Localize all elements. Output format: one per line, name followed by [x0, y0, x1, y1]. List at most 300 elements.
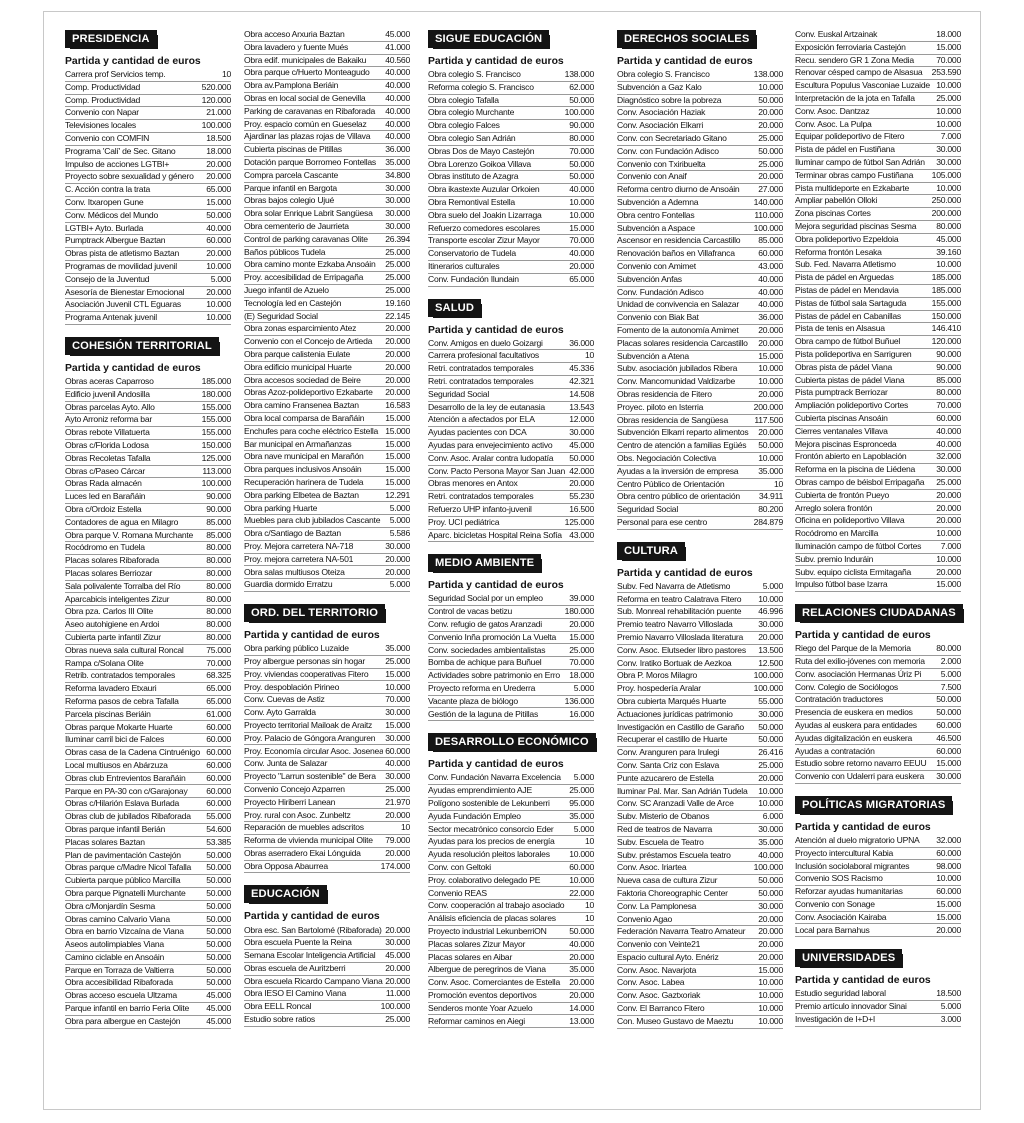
item-label: Subv. asociación jubilados Ribera	[617, 363, 738, 374]
section-title: PRESIDENCIA	[67, 32, 155, 46]
item-label: Obra pza. Carlos III Olite	[65, 606, 154, 617]
item-label: Iluminar Pal. Mar. San Adrián Tudela	[617, 785, 748, 796]
item-label: Investigación en Castillo de Garaño	[617, 721, 744, 732]
item-amount: 25.000	[758, 133, 783, 144]
item-amount: 80.000	[206, 580, 231, 591]
budget-row	[617, 248, 783, 261]
item-amount: 43.000	[758, 261, 783, 272]
item-label: Convenio con Udalerri para euskera	[795, 771, 925, 782]
item-amount: 15.000	[385, 451, 410, 462]
budget-row	[617, 82, 783, 95]
item-amount: 45.000	[385, 950, 410, 961]
item-label: Proy. hospedería Aralar	[617, 683, 701, 694]
item-label: Conv. Asoc. Gaztxoriak	[617, 990, 701, 1001]
item-label: Obra c/Santiago de Baztan	[244, 528, 341, 539]
budget-row	[65, 133, 231, 146]
item-amount: 20.000	[385, 809, 410, 820]
item-label: Convenio con Amimet	[617, 261, 696, 272]
budget-row	[617, 939, 783, 952]
item-label: Punte azucarero de Estella	[617, 772, 714, 783]
item-amount: 90.000	[206, 504, 231, 514]
budget-row	[617, 977, 783, 990]
item-amount: 30.000	[385, 182, 410, 193]
budget-row	[428, 696, 594, 709]
item-label: Retri. contratados temporales	[428, 491, 534, 502]
budget-row	[795, 541, 961, 554]
item-label: Proyecto territorial Mailoak de Araitz	[244, 719, 373, 730]
budget-row	[65, 721, 231, 734]
item-label: Obra polideportivo Ezpeldoia	[795, 233, 899, 244]
item-amount: 15.000	[385, 719, 410, 730]
item-amount: 25.000	[936, 476, 961, 487]
item-amount: 30.000	[936, 144, 961, 155]
item-label: Subvención Elkarri reparto alimentos	[617, 427, 749, 438]
item-label: Placas solares residencia Carcastillo	[617, 337, 748, 348]
budget-row	[428, 606, 594, 619]
item-amount: 60.000	[936, 413, 961, 423]
item-label: Convenio con Napar	[65, 107, 139, 118]
item-amount: 50.000	[206, 913, 231, 924]
item-amount: 5.000	[210, 273, 231, 284]
budget-row	[617, 875, 783, 888]
budget-row	[65, 901, 231, 914]
budget-row	[795, 771, 961, 784]
budget-row	[65, 593, 231, 606]
budget-row	[65, 107, 231, 120]
item-label: Obra colegio Tafalla	[428, 94, 499, 105]
item-amount: 90.000	[569, 120, 594, 131]
budget-row	[617, 670, 783, 683]
item-label: Obra parques inclusivos Ansoáin	[244, 464, 362, 475]
budget-row	[795, 873, 961, 886]
budget-row	[795, 643, 961, 656]
column-2	[244, 29, 410, 1038]
item-amount: 10	[584, 836, 594, 847]
budget-row	[65, 811, 231, 824]
item-amount: 40.000	[385, 80, 410, 91]
item-amount: 30.000	[569, 427, 594, 438]
item-amount: 20.000	[758, 939, 783, 950]
budget-row	[795, 745, 961, 758]
item-amount: 10	[584, 913, 594, 924]
item-amount: 7.000	[940, 131, 961, 142]
item-amount: 40.000	[385, 67, 410, 78]
item-label: Seguridad Social	[617, 504, 678, 515]
item-label: Cubierta piscinas Ansoáin	[795, 413, 888, 423]
item-label: Reforma centro diurno de Ansoáin	[617, 184, 740, 195]
budget-row	[617, 913, 783, 926]
budget-section	[244, 884, 410, 1026]
item-amount: 80.000	[936, 221, 961, 232]
item-label: Ayuda Fundación Empleo	[428, 810, 521, 821]
item-label: Impulso de acciones LGTBI+	[65, 158, 170, 169]
item-amount: 50.000	[206, 849, 231, 860]
budget-row	[795, 720, 961, 733]
budget-row	[65, 619, 231, 632]
item-amount: 60.000	[206, 785, 231, 796]
item-label: Investigación de I+D+I	[795, 1013, 876, 1024]
item-amount: 50.000	[206, 951, 231, 962]
budget-row	[795, 515, 961, 528]
section-subhead: Partida y cantidad de euros	[795, 821, 931, 833]
item-amount: 20.000	[385, 374, 410, 385]
item-label: Convenio con Sonage	[795, 898, 875, 909]
column-4	[617, 29, 783, 1040]
item-label: Presencia de euskera en medios	[795, 707, 913, 718]
item-amount: 6.000	[762, 811, 783, 822]
item-amount: 95.000	[569, 797, 594, 808]
item-amount: 70.000	[936, 54, 961, 65]
item-amount: 40.560	[385, 54, 410, 65]
item-label: Muebles para club jubilados Cascante	[244, 515, 381, 526]
item-amount: 5.000	[573, 823, 594, 834]
item-label: Conservatorio de Tudela	[428, 248, 516, 259]
item-label: Contadores de agua en Milagro	[65, 516, 179, 527]
budget-row	[617, 235, 783, 248]
budget-row	[617, 287, 783, 300]
budget-row	[244, 375, 410, 388]
budget-row	[65, 248, 231, 261]
item-amount: 50.000	[206, 862, 231, 873]
item-amount: 22.145	[385, 310, 410, 321]
item-amount: 15.000	[206, 197, 231, 208]
item-amount: 25.000	[758, 759, 783, 770]
item-amount: 20.000	[758, 325, 783, 336]
item-label: Obra centro público de orientación	[617, 491, 740, 502]
item-label: Convenio Inña promoción La Vuelta	[428, 631, 557, 642]
budget-row	[617, 734, 783, 747]
item-amount: 90.000	[936, 349, 961, 360]
budget-row	[617, 888, 783, 901]
budget-row	[65, 965, 231, 978]
item-label: Actuaciones jurídicas patrimonio	[617, 708, 733, 719]
item-amount: 79.000	[385, 835, 410, 846]
item-amount: 30.000	[758, 823, 783, 834]
item-label: Conv. Iratiko Bortuak de Aezkoa	[617, 657, 732, 668]
budget-row	[795, 208, 961, 221]
item-amount: 50.000	[758, 94, 783, 105]
item-amount: 45.000	[206, 990, 231, 1001]
item-amount: 50.000	[569, 94, 594, 105]
item-label: Conv. Fundación Navarra Excelencia	[428, 772, 561, 783]
item-label: Conv. Pacto Persona Mayor San Juan	[428, 465, 566, 476]
item-amount: 3.000	[940, 1013, 961, 1024]
budget-row	[65, 696, 231, 709]
budget-row	[617, 363, 783, 376]
budget-row	[244, 413, 410, 426]
item-amount: 50.000	[206, 939, 231, 950]
budget-row	[617, 837, 783, 850]
budget-row	[65, 1003, 231, 1016]
item-amount: 80.000	[206, 593, 231, 604]
item-label: Obra salas multiusos Oteiza	[244, 566, 345, 577]
item-amount: 20.000	[569, 478, 594, 489]
budget-row	[65, 683, 231, 696]
budget-row	[428, 363, 594, 376]
item-amount: 45.000	[936, 233, 961, 244]
budget-row	[617, 261, 783, 274]
budget-row	[65, 952, 231, 965]
budget-row	[244, 259, 410, 272]
budget-row	[65, 530, 231, 543]
budget-row	[244, 720, 410, 733]
budget-row	[65, 491, 231, 504]
budget-row	[617, 747, 783, 760]
item-label: Obra colegio Murchante	[428, 107, 515, 118]
item-amount: 146.410	[931, 323, 961, 334]
budget-row	[428, 338, 594, 351]
item-amount: 65.000	[206, 683, 231, 694]
item-amount: 40.000	[385, 758, 410, 769]
budget-row	[428, 466, 594, 479]
item-amount: 10.000	[569, 197, 594, 208]
budget-row	[428, 836, 594, 849]
item-amount: 30.000	[936, 771, 961, 782]
item-amount: 20.000	[206, 171, 231, 182]
budget-row	[617, 299, 783, 312]
budget-row	[65, 184, 231, 197]
item-amount: 100.000	[201, 120, 231, 131]
item-label: Exposición ferroviaria Castejón	[795, 41, 906, 52]
item-amount: 41.000	[385, 41, 410, 52]
item-label: Carrera profesional facultativos	[428, 350, 539, 361]
section-subhead: Partida y cantidad de euros	[65, 362, 201, 374]
section-subhead: Partida y cantidad de euros	[795, 630, 931, 642]
item-amount: 26.394	[385, 233, 410, 244]
budget-row	[795, 400, 961, 413]
budget-row	[65, 223, 231, 236]
budget-row	[617, 760, 783, 773]
item-amount: 80.000	[206, 555, 231, 566]
section-subhead: Partida y cantidad de euros	[244, 911, 380, 923]
item-amount: 60.000	[936, 847, 961, 858]
item-label: Convenio con Txiribuelta	[617, 158, 706, 169]
item-label: Seguridad Social	[428, 388, 489, 399]
item-label: Reforma lavadero Etxauri	[65, 683, 157, 694]
budget-row	[428, 197, 594, 210]
budget-row	[65, 606, 231, 619]
budget-row	[617, 645, 783, 658]
item-label: Obra Opposa Abaurrea	[244, 860, 328, 871]
item-amount: 20.000	[569, 951, 594, 962]
budget-row	[617, 504, 783, 517]
item-amount: 20.000	[569, 977, 594, 988]
budget-row	[617, 824, 783, 837]
item-label: Inclusión sociolaboral migrantes	[795, 860, 910, 871]
item-label: Obras Azoz-polideportivo Ezkabarte	[244, 387, 373, 398]
section-subhead: Partida y cantidad de euros	[65, 56, 201, 67]
budget-row	[428, 376, 594, 389]
budget-row	[428, 632, 594, 645]
budget-row	[795, 848, 961, 861]
item-label: Reforma pasos de cebra Tafalla	[65, 695, 179, 706]
item-label: Ascensor en residencia Carcastillo	[617, 235, 741, 246]
item-amount: 30.000	[385, 221, 410, 232]
budget-row	[244, 797, 410, 810]
item-amount: 20.000	[385, 349, 410, 360]
budget-row	[65, 414, 231, 427]
item-label: Ayudas pacientes con DCA	[428, 427, 527, 438]
item-label: Obras instituto de Azagra	[428, 171, 519, 182]
budget-row	[65, 427, 231, 440]
item-amount: 70.000	[569, 145, 594, 156]
item-label: Conv. asociación Hermanas Úriz Pi	[795, 668, 922, 679]
item-amount: 20.000	[385, 361, 410, 372]
section-subhead: Partida y cantidad de euros	[617, 56, 753, 67]
item-amount: 36.000	[758, 312, 783, 323]
item-amount: 65.000	[569, 273, 594, 284]
item-label: Ayto Arroniz reforma bar	[65, 414, 152, 425]
item-amount: 200.000	[931, 208, 961, 219]
item-label: Conv. con Secretariado Gitano	[617, 133, 727, 144]
budget-row	[244, 234, 410, 247]
item-label: Conv. Médicos del Mundo	[65, 209, 158, 220]
item-amount: 20.000	[569, 989, 594, 1000]
budget-row	[428, 811, 594, 824]
item-label: Conv. Aranguren para Irulegi	[617, 747, 720, 758]
item-label: Con. Museo Gustavo de Maeztu	[617, 1015, 734, 1026]
item-label: Obras acceso escuela Ultzama	[65, 990, 177, 1001]
budget-row	[428, 517, 594, 530]
item-label: Subvención a Gaz Kalo	[617, 81, 702, 92]
item-amount: 35.000	[385, 157, 410, 168]
item-amount: 40.000	[569, 248, 594, 259]
item-label: Premio teatro Navarro Villoslada	[617, 619, 733, 630]
budget-row	[428, 849, 594, 862]
item-amount: 18.000	[569, 670, 594, 681]
item-amount: 60.000	[758, 248, 783, 259]
item-label: Proyecto Hiriberri Lanean	[244, 796, 336, 807]
item-amount: 55.000	[758, 695, 783, 706]
item-label: Obra Remontival Estella	[428, 197, 515, 208]
section-title: CULTURA	[619, 544, 683, 558]
item-label: Rampa c/Solana Olite	[65, 657, 144, 668]
budget-row	[244, 694, 410, 707]
item-label: Control de vacas betizu	[428, 606, 513, 617]
item-label: Refuerzo UHP infanto-juvenil	[428, 504, 532, 514]
budget-row	[617, 721, 783, 734]
budget-row	[65, 69, 231, 82]
item-label: Ampliación polideportivo Cortes	[795, 400, 909, 411]
item-label: Proy. rural con Asoc. Zunbeltz	[244, 809, 351, 820]
item-amount: 120.000	[201, 94, 231, 105]
item-label: Conv. Fundación Ilundain	[428, 273, 519, 284]
budget-row	[244, 1014, 410, 1027]
item-amount: 39.160	[936, 246, 961, 257]
item-label: (E) Seguridad Social	[244, 310, 318, 321]
item-amount: 20.000	[758, 337, 783, 348]
item-amount: 100.000	[201, 478, 231, 489]
item-label: Reforma de vivienda municipal Olite	[244, 835, 373, 846]
item-label: Pista de pádel en Arguedas	[795, 272, 894, 283]
section-title: POLÍTICAS MIGRATORIAS	[797, 798, 950, 812]
item-label: Retrib. contratados temporales	[65, 670, 176, 681]
budget-row	[65, 581, 231, 594]
budget-row	[428, 670, 594, 683]
budget-section	[617, 541, 783, 1029]
budget-row	[244, 362, 410, 375]
budget-row	[428, 951, 594, 964]
item-label: Proyec. piloto en Isterria	[617, 401, 704, 412]
budget-row	[244, 745, 410, 758]
item-amount: 36.000	[385, 144, 410, 155]
section-title: SIGUE EDUCACIÓN	[430, 32, 547, 46]
item-amount: 20.000	[758, 120, 783, 131]
item-amount: 25.000	[385, 1014, 410, 1025]
item-amount: 30.000	[385, 707, 410, 718]
item-amount: 10.000	[206, 299, 231, 310]
item-amount: 20.000	[758, 427, 783, 438]
item-amount: 13.500	[758, 644, 783, 655]
item-label: Cubierta piscinas de Pitillas	[244, 144, 342, 155]
budget-row	[795, 234, 961, 247]
budget-row	[244, 681, 410, 694]
item-amount: 15.000	[758, 350, 783, 361]
item-amount: 13.000	[569, 1015, 594, 1026]
item-label: Comp. Productividad	[65, 81, 141, 92]
section-title: DESARROLLO ECONÓMICO	[430, 735, 594, 749]
budget-row	[244, 298, 410, 311]
budget-row	[244, 835, 410, 848]
item-label: Obra parque Pignatelli Murchante	[65, 887, 186, 898]
item-amount: 50.000	[569, 171, 594, 182]
item-label: Obra EELL Roncal	[244, 1001, 312, 1012]
item-amount: 15.000	[385, 476, 410, 487]
item-label: Unidad de convivencia en Salazar	[617, 299, 739, 310]
item-label: Proy. accesibilidad de Erripagaña	[244, 272, 364, 283]
item-label: Cubierta parque público Marcilla	[65, 875, 181, 886]
item-amount: 20.000	[758, 926, 783, 937]
budget-row	[617, 1016, 783, 1029]
item-amount: 50.000	[758, 440, 783, 451]
item-amount: 10	[400, 822, 410, 833]
item-label: Conv. con Geltoki	[428, 861, 491, 872]
budget-row	[65, 235, 231, 248]
item-amount: 20.000	[385, 553, 410, 564]
item-amount: 15.000	[385, 464, 410, 475]
item-amount: 40.000	[758, 849, 783, 860]
item-amount: 185.000	[931, 272, 961, 283]
item-label: Subvención a Ademna	[617, 197, 699, 208]
item-label: Conv. La Pamplonesa	[617, 900, 697, 911]
item-amount: 100.000	[380, 1001, 410, 1012]
budget-row	[428, 708, 594, 721]
item-amount: 60.000	[206, 747, 231, 758]
item-amount: 19.160	[385, 297, 410, 308]
item-amount: 25.000	[569, 785, 594, 796]
item-amount: 5.000	[573, 682, 594, 693]
item-amount: 174.000	[380, 860, 410, 871]
item-label: Escultura Populus Vasconiae Luzaide	[795, 80, 930, 91]
budget-row	[617, 606, 783, 619]
item-amount: 20.000	[758, 107, 783, 118]
budget-row	[65, 120, 231, 133]
item-label: Conv. Asoc. Labea	[617, 977, 685, 988]
budget-row	[244, 464, 410, 477]
item-label: Programa Antenak juvenil	[65, 312, 157, 323]
item-amount: 5.000	[389, 502, 410, 513]
item-amount: 20.000	[385, 847, 410, 858]
budget-row	[428, 900, 594, 913]
budget-row	[65, 888, 231, 901]
item-label: Obra zonas esparcimiento Atez	[244, 323, 357, 334]
item-label: Atención al duelo migratorio UPNA	[795, 834, 920, 845]
item-amount: 15.000	[936, 41, 961, 52]
item-label: Obras pista de pádel Viana	[795, 361, 893, 372]
budget-row	[617, 811, 783, 824]
item-label: Obras parque c/Madre Nicol Tafalla	[65, 862, 192, 873]
budget-row	[65, 798, 231, 811]
